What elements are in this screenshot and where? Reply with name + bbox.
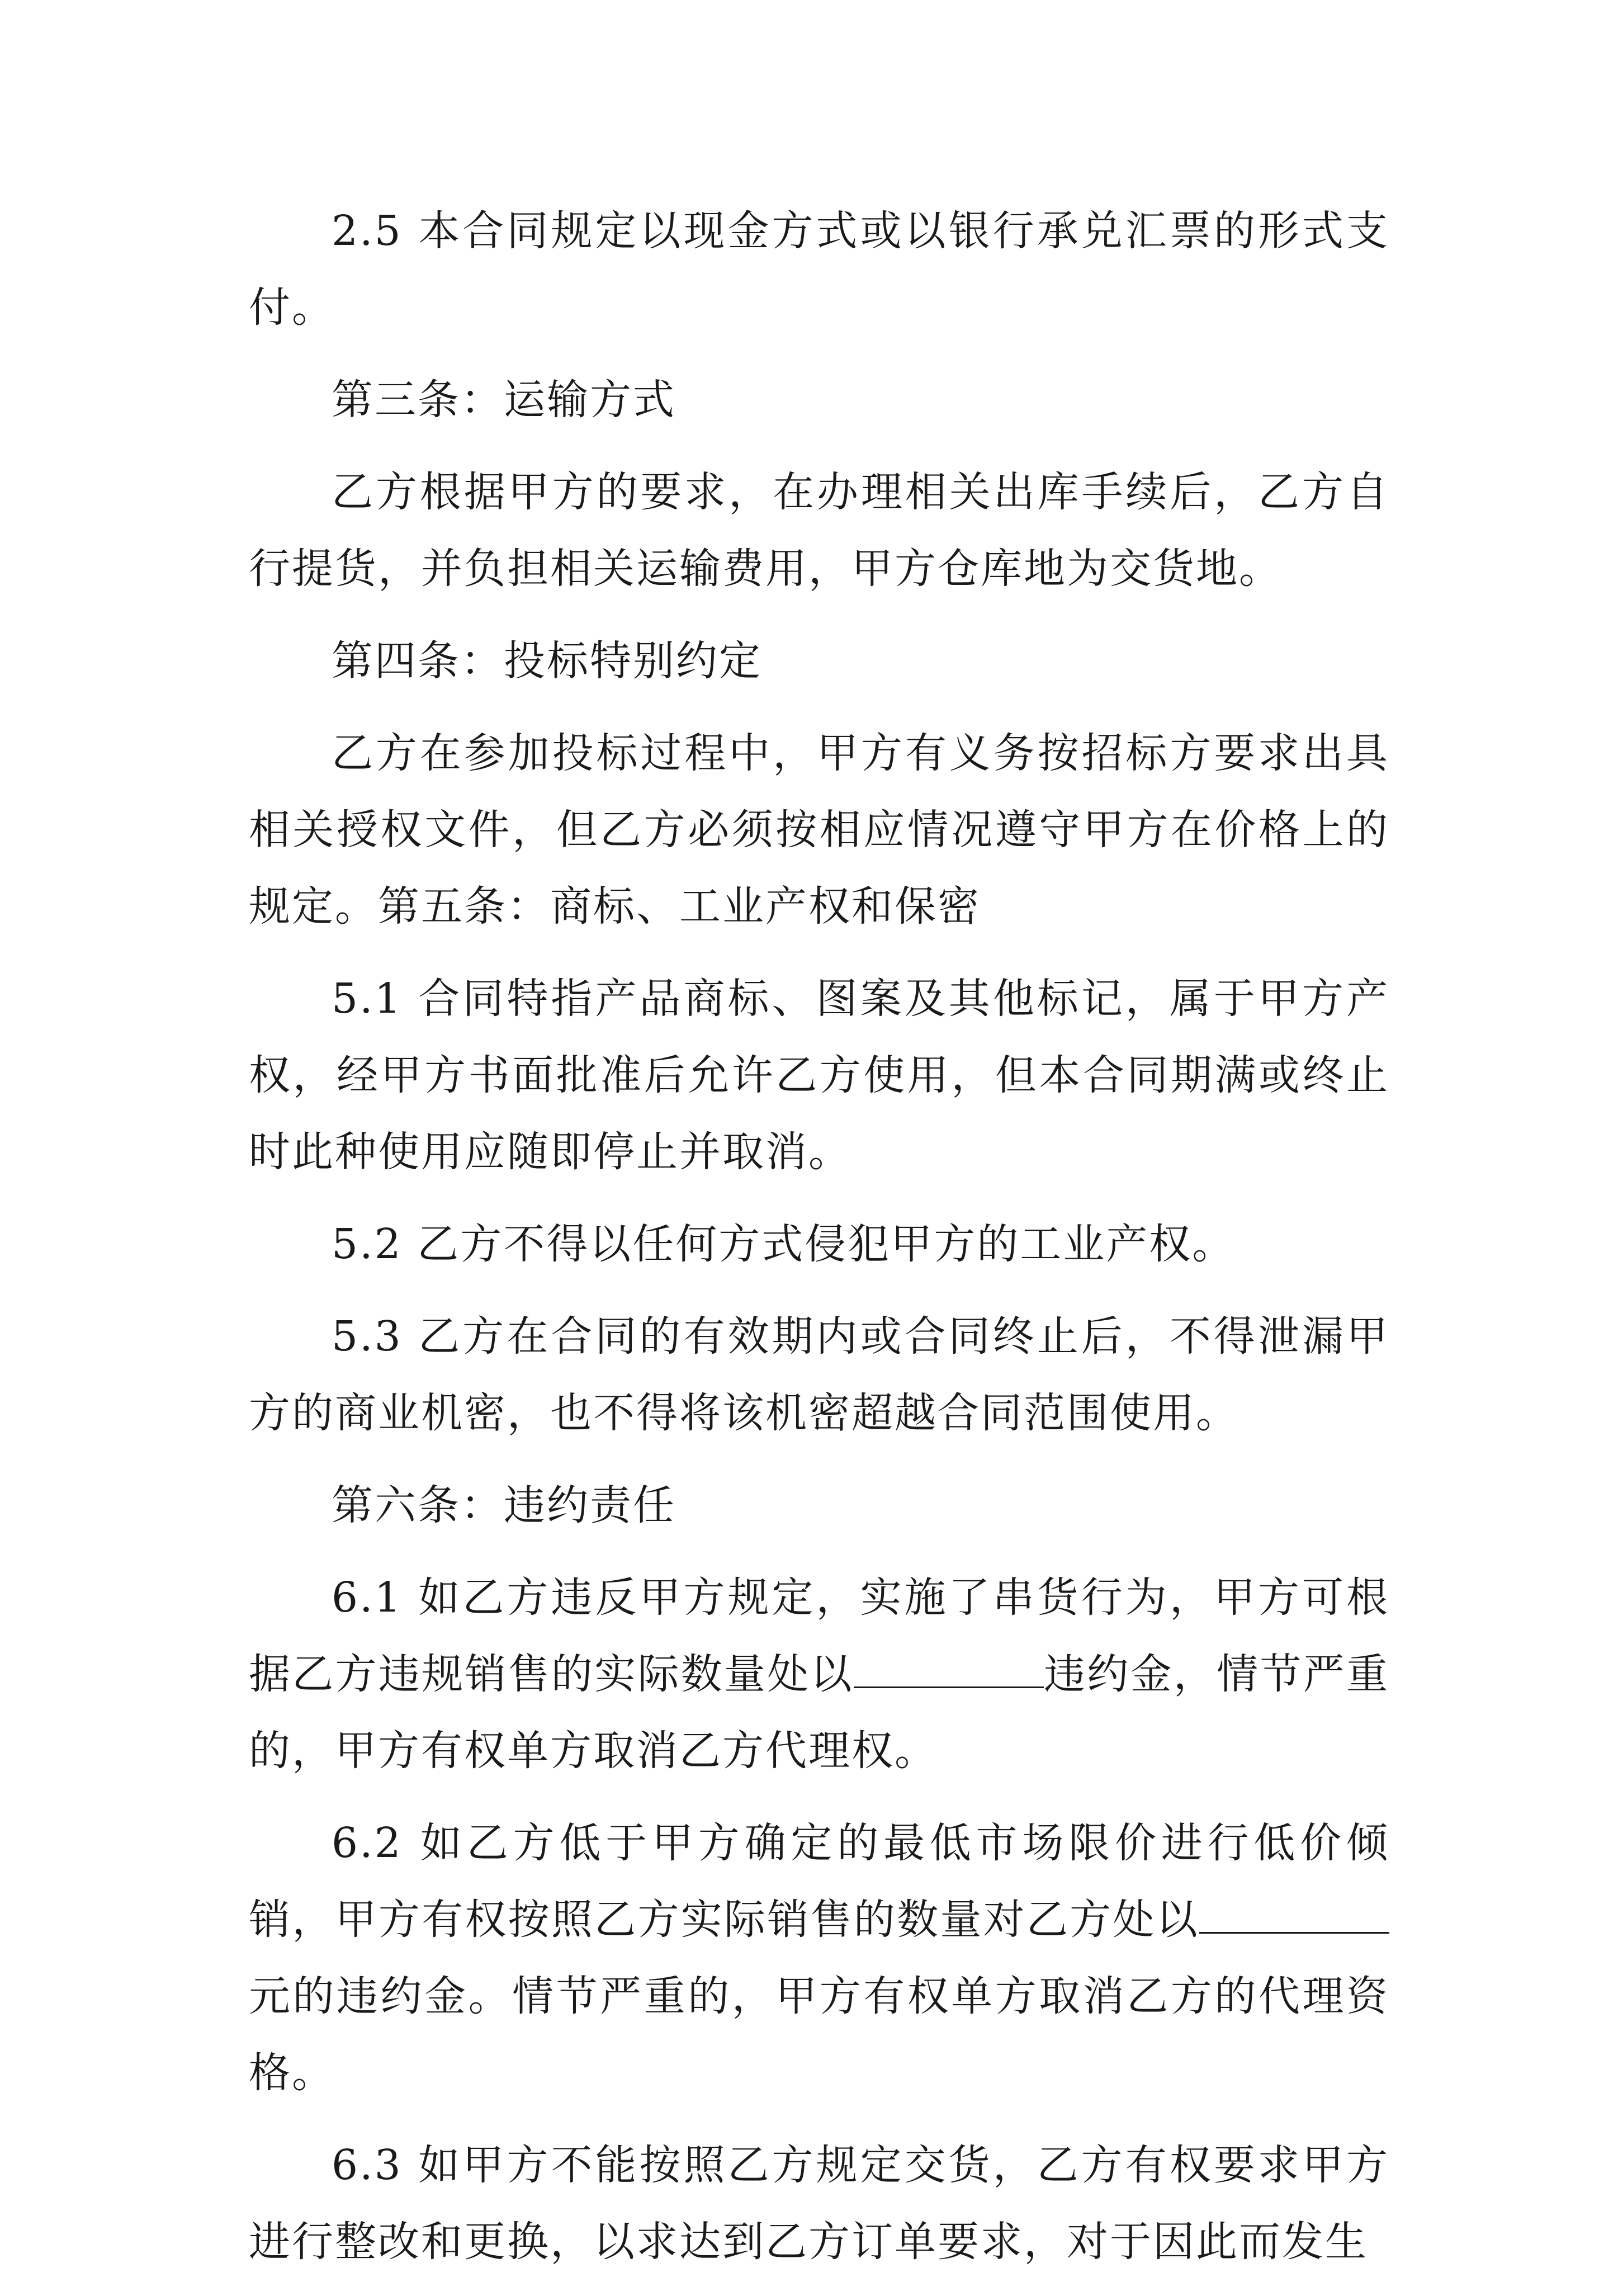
clause-6-2-before: 6.2 如乙方低于甲方确定的最低市场限价进行低价倾销，甲方有权按照乙方实际销售的数量对乙方处以 <box>249 1819 1389 1944</box>
article-4-heading: 第四条：投标特别约定 <box>332 637 762 685</box>
article-6-heading: 第六条：违约责任 <box>332 1481 676 1529</box>
clause-6-1-before: 6.1 如乙方违反甲方规定，实施了串货行为，甲方可根据乙方违规销售的实际数量处以 <box>249 1574 1389 1698</box>
clause-5-3: 5.3 乙方在合同的有效期内或合同终止后，不得泄漏甲方的商业机密，也不得将该机密超越合同范围使用。 <box>249 1312 1389 1437</box>
clause-2-5: 2.5 本合同规定以现金方式或以银行承兑汇票的形式支付。 <box>249 207 1389 332</box>
clause-6-1 <box>249 1560 1389 1789</box>
clause-6-1-after: 违约金，情节严重的，甲方有权单方取消乙方代理权。 <box>249 1650 1390 1775</box>
article-3-body: 乙方根据甲方的要求，在办理相关出库手续后，乙方自行提货，并负担相关运输费用，甲方仓库地为交货地。 <box>249 468 1389 593</box>
document-page <box>249 193 1389 2296</box>
clause-6-3: 6.3 如甲方不能按照乙方规定交货，乙方有权要求甲方进行整改和更换，以求达到乙方订单要求，对于因此而发生 <box>249 2141 1389 2266</box>
penalty-blank-field[interactable] <box>854 1653 1044 1688</box>
clause-5-2: 5.2 乙方不得以任何方式侵犯甲方的工业产权。 <box>332 1220 1236 1268</box>
clause-6-2 <box>249 1805 1389 2111</box>
amount-blank-field[interactable] <box>1199 1898 1389 1934</box>
article-4-body: 乙方在参加投标过程中，甲方有义务按招标方要求出具相关授权文件，但乙方必须按相应情况遵守甲方在价格上的规定。第五条：商标、工业产权和保密 <box>249 729 1389 930</box>
clause-6-2-after: 元的违约金。情节严重的，甲方有权单方取消乙方的代理资格。 <box>249 1972 1389 2097</box>
article-3-heading: 第三条：运输方式 <box>332 376 676 424</box>
clause-5-1: 5.1 合同特指产品商标、图案及其他标记，属于甲方产权，经甲方书面批准后允许乙方使用，但本合同期满或终止时此种使用应随即停止并取消。 <box>249 975 1389 1176</box>
